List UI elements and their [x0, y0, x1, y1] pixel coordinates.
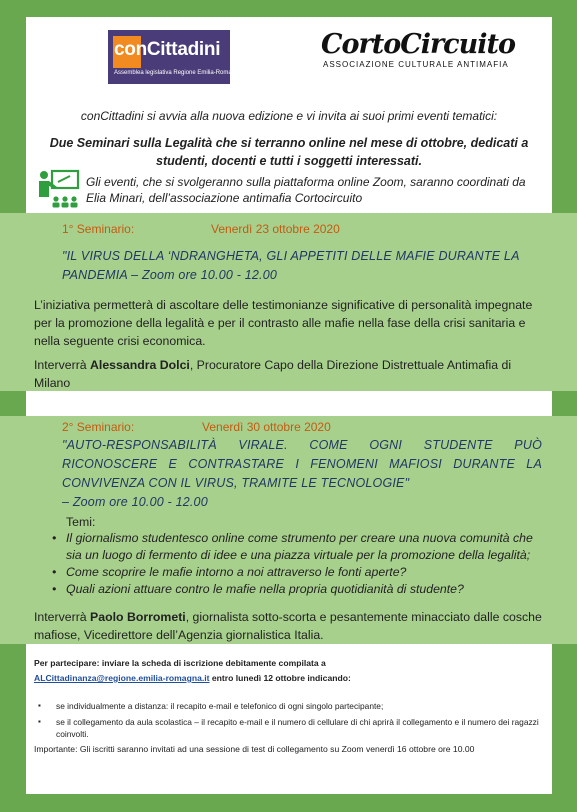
seminar2-date: Venerdì 30 ottobre 2020 [202, 420, 331, 434]
headline: Due Seminari sulla Legalità che si terranno online nel mese di ottobre, dedicati a studenti, docenti e tutti i soggetti interessati. [49, 136, 529, 168]
seminar1-speaker-name: Alessandra Dolci [90, 358, 190, 372]
intro-text: conCittadini si avvia alla nuova edizione e vi invita ai suoi primi eventi tematici: [80, 109, 498, 123]
flyer-content [26, 17, 552, 794]
seminar2-topics-list [52, 530, 546, 598]
seminar1-speaker [34, 356, 546, 392]
seminar2-speaker [34, 608, 546, 644]
seminar1-title: "IL VIRUS DELLA ‘NDRANGHETA, GLI APPETITI DELLE MAFIE DURANTE LA PANDEMIA – Zoom ore 10.00 - 12.00 [62, 249, 520, 282]
registration-email-link[interactable]: ALCittadinanza@regione.emilia-romagna.it [34, 673, 210, 683]
seminar2-speaker-role: , giornalista sotto-scorta e pesantemente minacciato dalle cosche mafiose, Vicedirettore dell’Agenzia giornalistica Italia. [34, 610, 542, 642]
registration-contact [34, 672, 546, 684]
seminar2-label: 2° Seminario: [62, 420, 135, 434]
events-note: Gli eventi, che si svolgeranno sulla piattaforma online Zoom, saranno coordinati da Elia Minari, dell’associazione antimafia Cortocircuito [86, 175, 526, 205]
topic-item: • Il giornalismo studentesco online come strumento per creare una nuova comunità che sia un luogo di fermento di idee e una piazza virtuale per la promozione della legalità; [52, 530, 546, 564]
teacher-presentation-icon [36, 169, 82, 209]
registration-item: ▪ se individualmente a distanza: il recapito e-mail e telefonico di ogni singolo partecipante; [34, 700, 546, 712]
cortocircuito-logo [321, 29, 515, 69]
registration-deadline: entro lunedì 12 ottobre indicando: [209, 673, 351, 683]
seminar2-topics-label: Temi: [66, 515, 96, 529]
seminar1-speaker-role: , Procuratore Capo della Direzione Distrettuale Antimafia di Milano [34, 358, 512, 390]
registration-intro: Per partecipare: inviare la scheda di iscrizione debitamente compilata a [34, 658, 326, 668]
registration-item: ▪ se il collegamento da aula scolastica – il recapito e-mail e il numero di cellulare di chi aprirà il collegamento e il numero dei ragazzi coinvolti. [34, 716, 546, 740]
registration-important: Importante: Gli iscritti saranno invitati ad una sessione di test di collegamento su Zoom venerdì 16 ottobre ore 10.00 [34, 744, 475, 754]
topic-item: • Quali azioni attuare contro le mafie nella propria quotidianità di studente? [52, 581, 546, 598]
cortocircuito-logo-subtitle: ASSOCIAZIONE CULTURALE ANTIMAFIA [323, 60, 509, 69]
seminar1-label: 1° Seminario: [62, 222, 135, 236]
seminar2-time: – Zoom ore 10.00 - 12.00 [62, 495, 208, 509]
concittadini-logo-title: conCittadini [114, 39, 221, 60]
cortocircuito-logo-name: CortoCircuito [321, 29, 515, 60]
seminar1-description: L’iniziativa permetterà di ascoltare delle testimonianze significative di personalità impegnate per la promozione della legalità e per il contrasto alle mafie nella fase della crisi sanitaria e nella seguente crisi economica. [34, 298, 533, 348]
concittadini-logo [108, 30, 242, 84]
seminar1-date: Venerdì 23 ottobre 2020 [211, 222, 340, 236]
seminar2-title: "AUTO-RESPONSABILITÀ VIRALE. COME OGNI STUDENTE PUÒ RICONOSCERE E CONTRASTARE I FENOMENI MAFIOSI DURANTE LA CONVIVENZA CON IL VIRUS, TRAMITE LE TECNOLOGIE" [62, 438, 542, 490]
concittadini-logo-subtitle: Assemblea legislativa Regione Emilia-Romagna [114, 70, 242, 76]
registration-list [34, 700, 546, 744]
topic-item: • Come scoprire le mafie intorno a noi attraverso le fonti aperte? [52, 564, 546, 581]
seminar2-speaker-name: Paolo Borrometi [90, 610, 186, 624]
seminar1-speaker-prefix: Interverrà [34, 358, 91, 372]
seminar2-speaker-prefix: Interverrà [34, 610, 91, 624]
